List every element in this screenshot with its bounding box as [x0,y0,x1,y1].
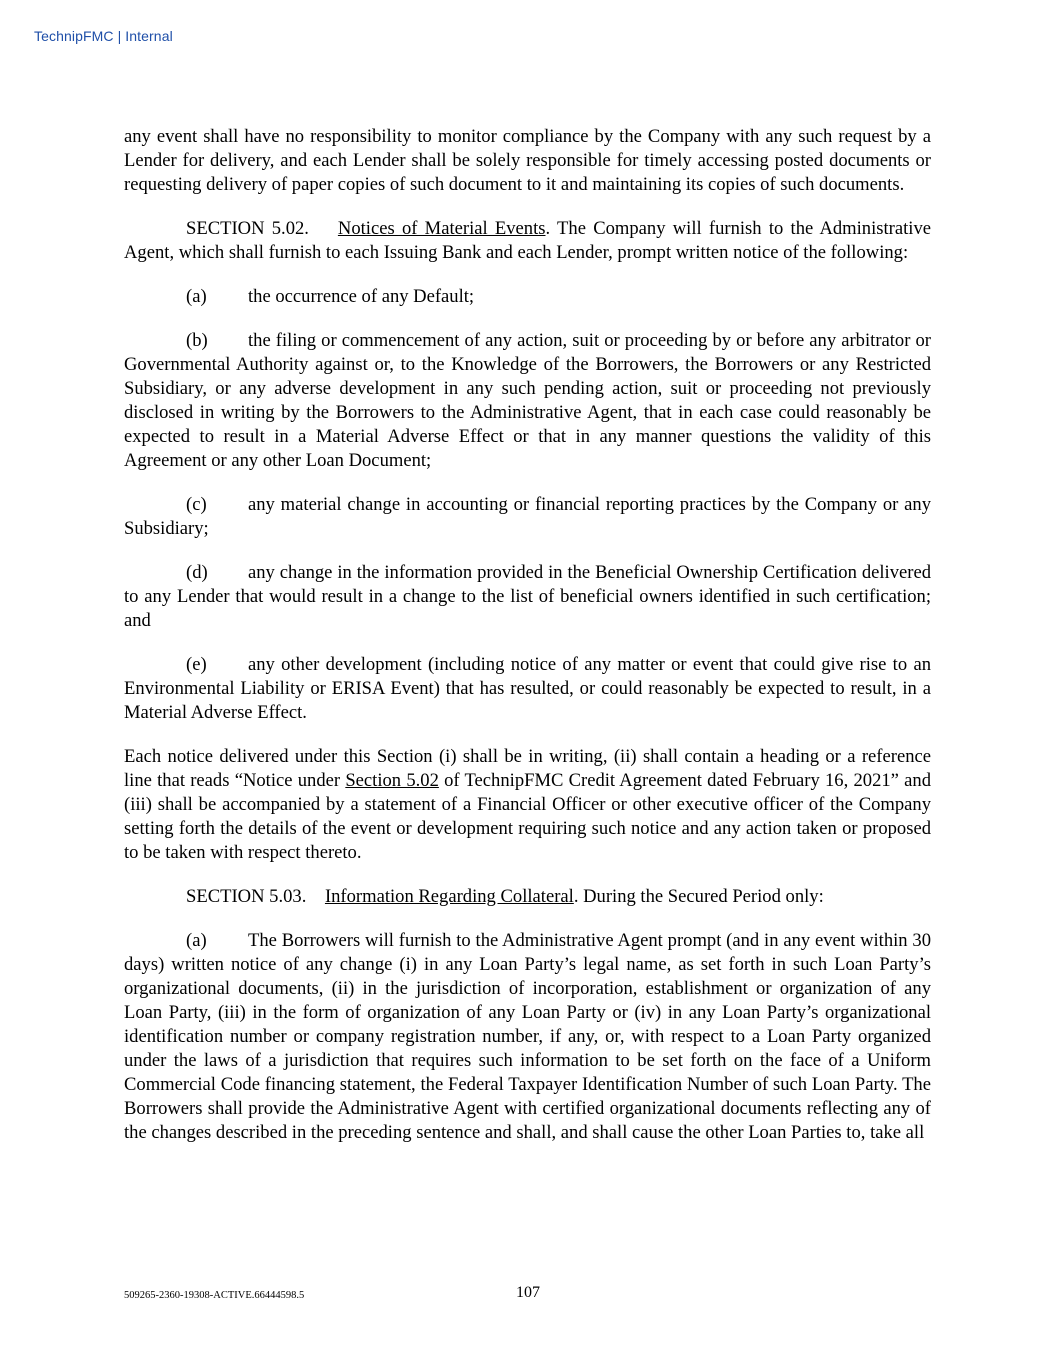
list-item-text: The Borrowers will furnish to the Administrative Agent prompt (and in any event within 30 days) written notice of any change (i) in any Loan Party’s legal name, as set forth in such Loan Party’s organizational documents, (ii) in the jurisdiction of incorporation, establishment or organization of any Loan Party, (iii) in the form of organization of any Loan Party or (iv) in any Loan Party’s organizational identification number or company registration number, if any, or, with respect to a Loan Party organized under the laws of a jurisdiction that requires such information to be set forth on the face of a Uniform Commercial Code financing statement, the Federal Taxpayer Identification Number of such Loan Party. The Borrowers shall provide the Administrative Agent with certified organizational documents reflecting any of the changes described in the preceding sentence and shall, and shall cause the other Loan Parties to, take all [124,930,931,1143]
section-text: . During the Secured Period only: [573,886,824,907]
list-item-e [124,653,931,725]
list-item-text: any other development (including notice of any matter or event that could give rise to an Environmental Liability or ERISA Event) that has resulted, or could reasonably be expected to result, in a Material Adverse Effect. [124,654,931,723]
document-body [124,125,931,1165]
list-item-text: the filing or commencement of any action, suit or proceeding by or before any arbitrator or Governmental Authority against or, to the Knowledge of the Borrowers, the Borrowers or any Restricted Subsidiary, or any adverse development in any such pending action, suit or proceeding not previously disclosed in writing by the Borrowers to the Administrative Agent, that in each case could reasonably be expected to result in a Material Adverse Effect or that in any manner questions the validity of this Agreement or any other Loan Document; [124,330,931,471]
section-5-03-item-a [124,929,931,1145]
section-reference-link: Section 5.02 [345,770,439,791]
section-number: SECTION 5.03. [186,886,307,907]
section-text: . The Company will furnish to the Administrative Agent, which shall furnish to each Issuing Bank and each Lender, prompt written notice of the following: [124,218,931,263]
section-title: Notices of Material Events [337,218,546,239]
list-item-text: any change in the information provided in the Beneficial Ownership Certification delivered to any Lender that would result in a change to the list of beneficial owners identified in such certification; and [124,562,931,631]
paragraph-continuation: any event shall have no responsibility to monitor compliance by the Company with any such request by a Lender for delivery, and each Lender shall be solely responsible for timely accessing posted documents or requesting delivery of paper copies of such document to it and maintaining its copies of such documents. [124,126,931,195]
list-item-b [124,329,931,473]
document-id: 509265-2360-19308-ACTIVE.66444598.5 [124,1290,305,1301]
notice-text-after: of TechnipFMC Credit Agreement dated February 16, 2021” and (iii) shall be accompanied by a statement of a Financial Officer or other executive officer of the Company setting forth the details of the event or development requiring such notice and any action taken or proposed to be taken with respect thereto. [124,770,931,863]
notice-text-before: Each notice delivered under this Section (i) shall be in writing, (ii) shall contain a heading or a reference line that reads “Notice under [124,746,931,791]
list-item-label: (e) [186,654,207,675]
notice-paragraph [124,745,931,865]
section-title: Information Regarding Collateral [324,886,574,907]
list-item-label: (c) [186,494,207,515]
list-item-label: (b) [186,330,208,351]
list-item-d [124,561,931,633]
section-5-02-paragraph [124,217,931,265]
section-number: SECTION 5.02. [186,218,309,239]
list-item-a [124,285,931,309]
list-item-label: (a) [186,930,207,951]
list-item-label: (a) [186,286,207,307]
page-number: 107 [516,1284,540,1301]
list-item-c [124,493,931,541]
list-item-text: any material change in accounting or financial reporting practices by the Company or any Subsidiary; [124,494,931,539]
list-item-text: the occurrence of any Default; [248,286,475,307]
list-item-label: (d) [186,562,208,583]
section-5-03-paragraph [124,885,931,909]
classification-label: TechnipFMC | Internal [34,28,173,44]
